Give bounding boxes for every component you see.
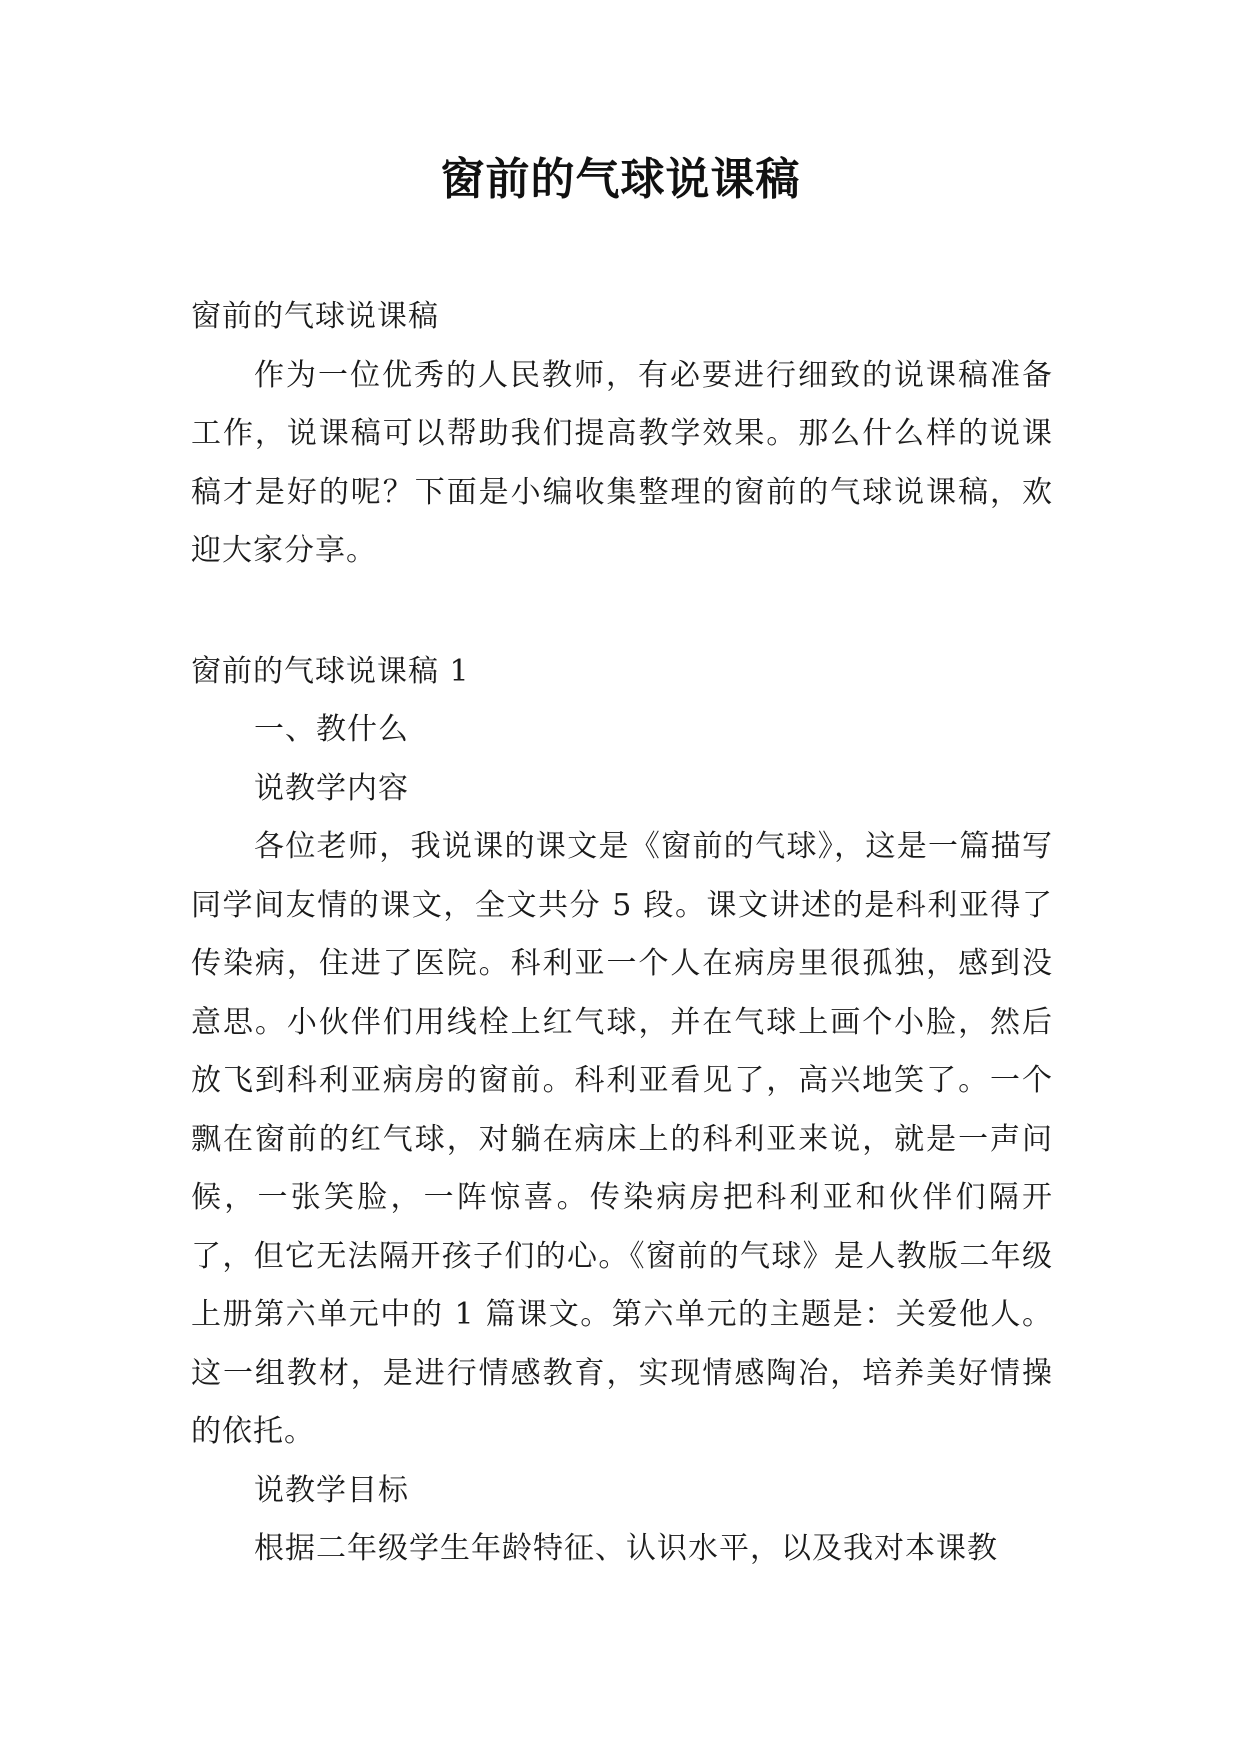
section-heading: 窗前的气球说课稿	[191, 299, 439, 334]
subheading-teaching-goals: 说教学目标	[254, 1472, 409, 1508]
section-heading-1: 窗前的气球说课稿 1	[191, 653, 470, 689]
page-title: 窗前的气球说课稿	[440, 154, 801, 205]
intro-paragraph: 作为一位优秀的人民教师，有必要进行细致的说课稿准备工作，说课稿可以帮助我们提高教学效果。那么什么样的说课稿才是好的呢？下面是小编收集整理的窗前的气球说课稿，欢迎大家分享。	[191, 357, 1053, 568]
paragraph-spacer	[191, 581, 1053, 643]
subheading-what-to-teach: 一、教什么	[254, 712, 409, 747]
subheading-teaching-content: 说教学内容	[254, 770, 409, 806]
goals-paragraph: 根据二年级学生年龄特征、认识水平，以及我对本课教	[254, 1531, 998, 1566]
document-body	[191, 288, 1053, 1579]
content-paragraph: 各位老师，我说课的课文是《窗前的气球》，这是一篇描写同学间友情的课文，全文共分 5 段。课文讲述的是科利亚得了传染病，住进了医院。科利亚一个人在病房里很孤独，感到没意思。小伙伴们用线栓上红气球，并在气球上画个小脸，然后放飞到科利亚病房的窗前。科利亚看见了，高兴地笑了。一个飘在窗前的红气球，对躺在病床上的科利亚来说，就是一声问候，一张笑脸，一阵惊喜。传染病房把科利亚和伙伴们隔开了，但它无法隔开孩子们的心。《窗前的气球》是人教版二年级上册第六单元中的 1 篇课文。第六单元的主题是：关爱他人。这一组教材，是进行情感教育，实现情感陶冶，培养美好情操的依托。	[191, 829, 1053, 1449]
